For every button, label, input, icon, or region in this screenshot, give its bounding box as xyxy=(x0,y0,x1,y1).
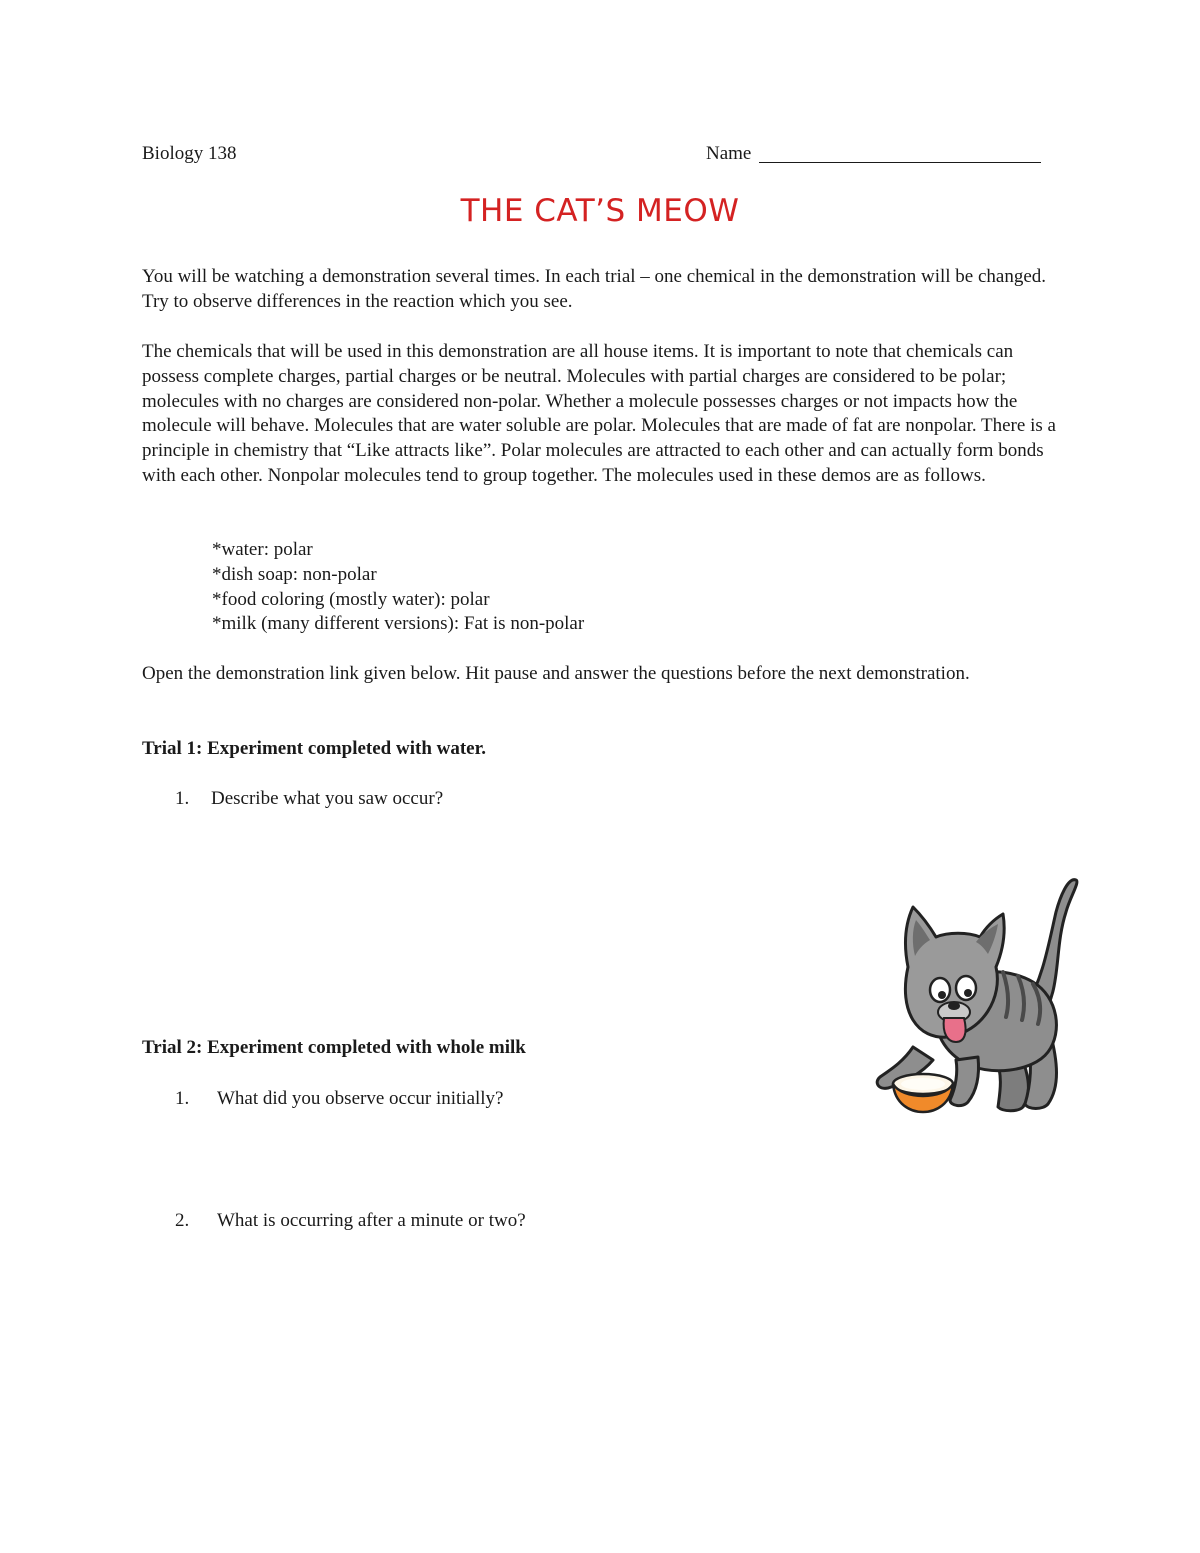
question-text: Describe what you saw occur? xyxy=(211,788,444,809)
intro-paragraph-2: The chemicals that will be used in this demonstration are all house items. It is important to note that chemicals can possess complete charges, partial charges or be neutral. Molecules with partial charges are considered to be polar; molecules with no charges are considered non-polar. Whether a molecule possesses charges or not impacts how the molecule will behave. Molecules that are water soluble are polar. Molecules that are made of fat are nonpolar. There is a principle in chemistry that “Like attracts like”. Polar molecules are attracted to each other and can actually form bonds with each other. Nonpolar molecules tend to group together. The molecules used in these demos are as follows. xyxy=(142,341,1056,486)
question-text: What did you observe occur initially? xyxy=(217,1088,504,1109)
list-item: *dish soap: non-polar xyxy=(212,563,377,585)
cat-drinking-milk-illustration xyxy=(868,872,1098,1122)
name-blank-line[interactable] xyxy=(759,143,1041,163)
name-label: Name xyxy=(706,143,752,164)
list-item: *food coloring (mostly water): polar xyxy=(212,588,490,610)
trial-2-question-1 xyxy=(175,1088,504,1110)
page-title: THE CAT’S MEOW xyxy=(460,193,740,229)
trial-1-heading: Trial 1: Experiment completed with water. xyxy=(142,738,487,759)
trial-2-heading: Trial 2: Experiment completed with whole milk xyxy=(142,1037,526,1058)
question-number: 1. xyxy=(175,1088,190,1109)
trial-1-question-1 xyxy=(175,788,443,810)
question-number: 2. xyxy=(175,1210,190,1231)
question-text: What is occurring after a minute or two? xyxy=(217,1210,526,1231)
intro-paragraph-1: You will be watching a demonstration several times. In each trial – one chemical in the demonstration will be changed. Try to observe differences in the reaction which you see. xyxy=(142,266,1047,312)
name-field xyxy=(706,143,1041,165)
trial-2-question-2 xyxy=(175,1210,526,1232)
instructions-paragraph: Open the demonstration link given below. Hit pause and answer the questions before the next demonstration. xyxy=(142,663,970,684)
list-item: *milk (many different versions): Fat is non-polar xyxy=(212,613,585,635)
course-label: Biology 138 xyxy=(142,143,237,164)
question-number: 1. xyxy=(175,788,190,809)
list-item: *water: polar xyxy=(212,539,313,560)
molecule-list xyxy=(212,538,584,637)
